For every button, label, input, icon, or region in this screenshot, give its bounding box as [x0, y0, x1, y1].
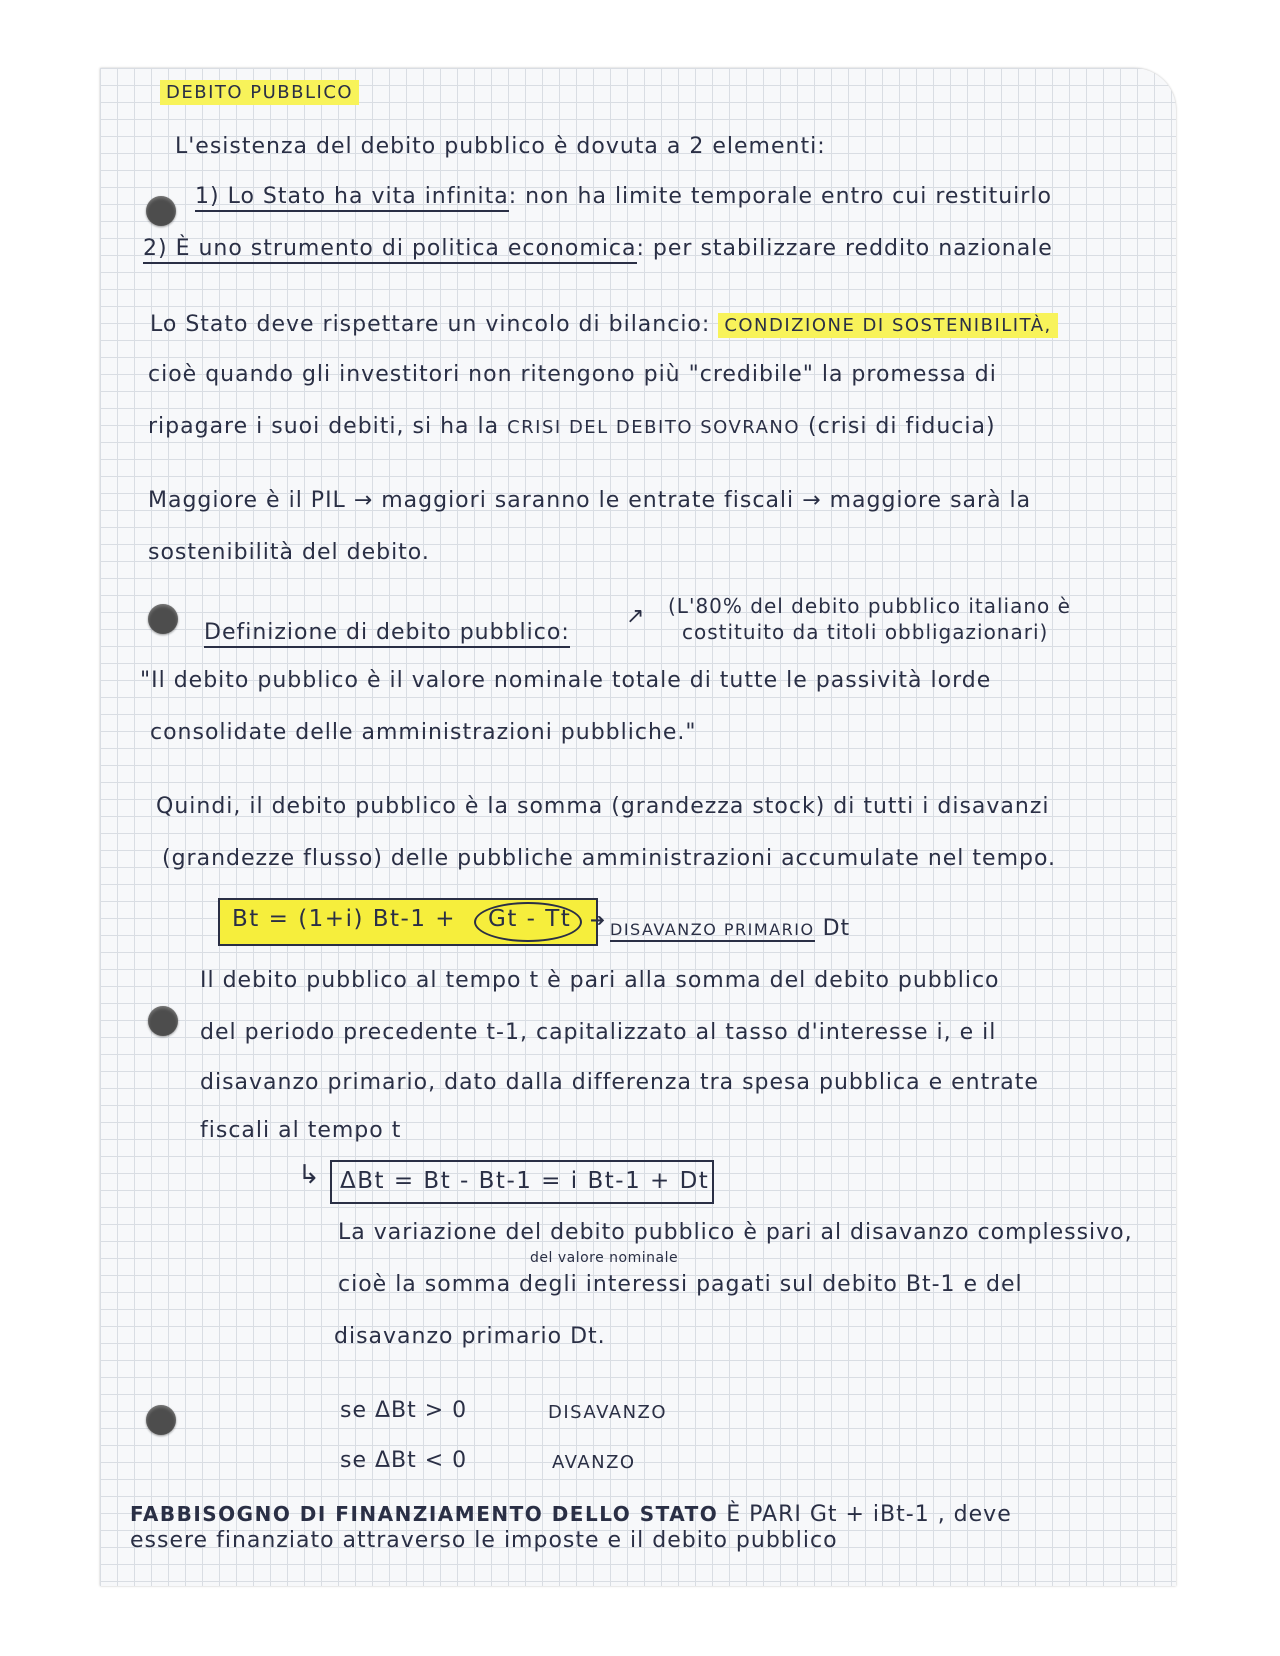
variazione-note: del valore nominale: [530, 1250, 679, 1266]
point-1: [195, 184, 1052, 209]
formula-2: ΔBt = Bt - Bt-1 = i Bt-1 + Dt: [340, 1168, 710, 1194]
crisi-line-1: cioè quando gli investitori non ritengono più "credibile" la promessa di: [148, 362, 997, 387]
case-1-label: DISAVANZO: [548, 1402, 668, 1423]
point-2: [143, 236, 1053, 261]
vincolo-text: Lo Stato deve rispettare un vincolo di bilancio:: [150, 312, 711, 337]
point-1-text: : non ha limite temporale entro cui restituirlo: [508, 184, 1052, 209]
crisi-debito-sovrano: CRISI DEL DEBITO SOVRANO: [507, 417, 801, 438]
binder-hole-2: [148, 604, 178, 634]
explanation-line-3: disavanzo primario, dato dalla differenza tra spesa pubblica e entrate: [200, 1070, 1039, 1095]
definition-arrow: ↗: [626, 604, 646, 629]
condizione-highlight: CONDIZIONE DI SOSTENIBILITÀ,: [718, 313, 1057, 338]
formula-1-left: Bt = (1+i) Bt-1 +: [232, 906, 457, 932]
intro-text: L'esistenza del debito pubblico è dovuta a 2 elementi:: [175, 134, 826, 159]
formula-2-arrow: ↳: [298, 1160, 321, 1190]
pil-line-1: Maggiore è il PIL → maggiori saranno le entrate fiscali → maggiore sarà la: [148, 488, 1032, 513]
crisi-text-b: (crisi di fiducia): [808, 414, 996, 439]
crisi-line-2: [148, 414, 996, 439]
formula-1-circled: Gt - Tt: [488, 906, 572, 932]
case-2-condition: se ΔBt < 0: [340, 1448, 468, 1473]
formula-1-arrow: ➔: [590, 910, 607, 931]
fabbisogno-bold: FABBISOGNO DI FINANZIAMENTO DELLO STATO: [130, 1502, 719, 1526]
quindi-line-1: Quindi, il debito pubblico è la somma (grandezza stock) di tutti i disavanzi: [156, 794, 1050, 819]
fabbisogno-rest: È PARI Gt + iBt-1 , deve: [726, 1502, 1012, 1527]
point-2-text: : per stabilizzare reddito nazionale: [636, 236, 1053, 261]
binder-hole-4: [146, 1405, 176, 1435]
definition-label: Definizione di debito pubblico:: [204, 620, 570, 645]
crisi-text-a: ripagare i suoi debiti, si ha la: [148, 414, 500, 439]
case-1-condition: se ΔBt > 0: [340, 1398, 468, 1423]
page-title: DEBITO PUBBLICO: [160, 80, 359, 105]
definition-note-line-2: costituito da titoli obbligazionari): [682, 620, 1049, 644]
point-1-label: 1) Lo Stato ha vita infinita: [195, 184, 509, 212]
explanation-line-1: Il debito pubblico al tempo t è pari alla somma del debito pubblico: [200, 968, 1000, 993]
definition-note-line-1: (L'80% del debito pubblico italiano è: [668, 594, 1071, 618]
quindi-line-2: (grandezze flusso) delle pubbliche amministrazioni accumulate nel tempo.: [162, 846, 1057, 871]
variazione-line-2: cioè la somma degli interessi pagati sul debito Bt-1 e del: [338, 1272, 1023, 1297]
binder-hole-3: [148, 1006, 178, 1036]
definition-quote-line-2: consolidate delle amministrazioni pubbliche.": [150, 720, 697, 745]
binder-hole-1: [146, 196, 176, 226]
variazione-line-3: disavanzo primario Dt.: [334, 1324, 606, 1349]
explanation-line-4: fiscali al tempo t: [200, 1118, 402, 1143]
explanation-line-2: del periodo precedente t-1, capitalizzato al tasso d'interesse i, e il: [200, 1020, 997, 1045]
variazione-line-1: La variazione del debito pubblico è pari al disavanzo complessivo,: [338, 1220, 1133, 1245]
formula-1-note: DISAVANZO PRIMARIO Dt: [610, 916, 851, 941]
case-2-label: AVANZO: [552, 1452, 636, 1473]
pil-line-2: sostenibilità del debito.: [148, 540, 430, 565]
fabbisogno-line-2: essere finanziato attraverso le imposte e il debito pubblico: [130, 1528, 838, 1553]
vincolo-line: [150, 312, 1058, 337]
definition-quote-line-1: "Il debito pubblico è il valore nominale totale di tutte le passività lorde: [140, 668, 992, 693]
point-2-label: 2) È uno strumento di politica economica: [143, 236, 637, 264]
fabbisogno-line-1: [130, 1502, 1012, 1527]
notebook-page: [100, 68, 1176, 1586]
